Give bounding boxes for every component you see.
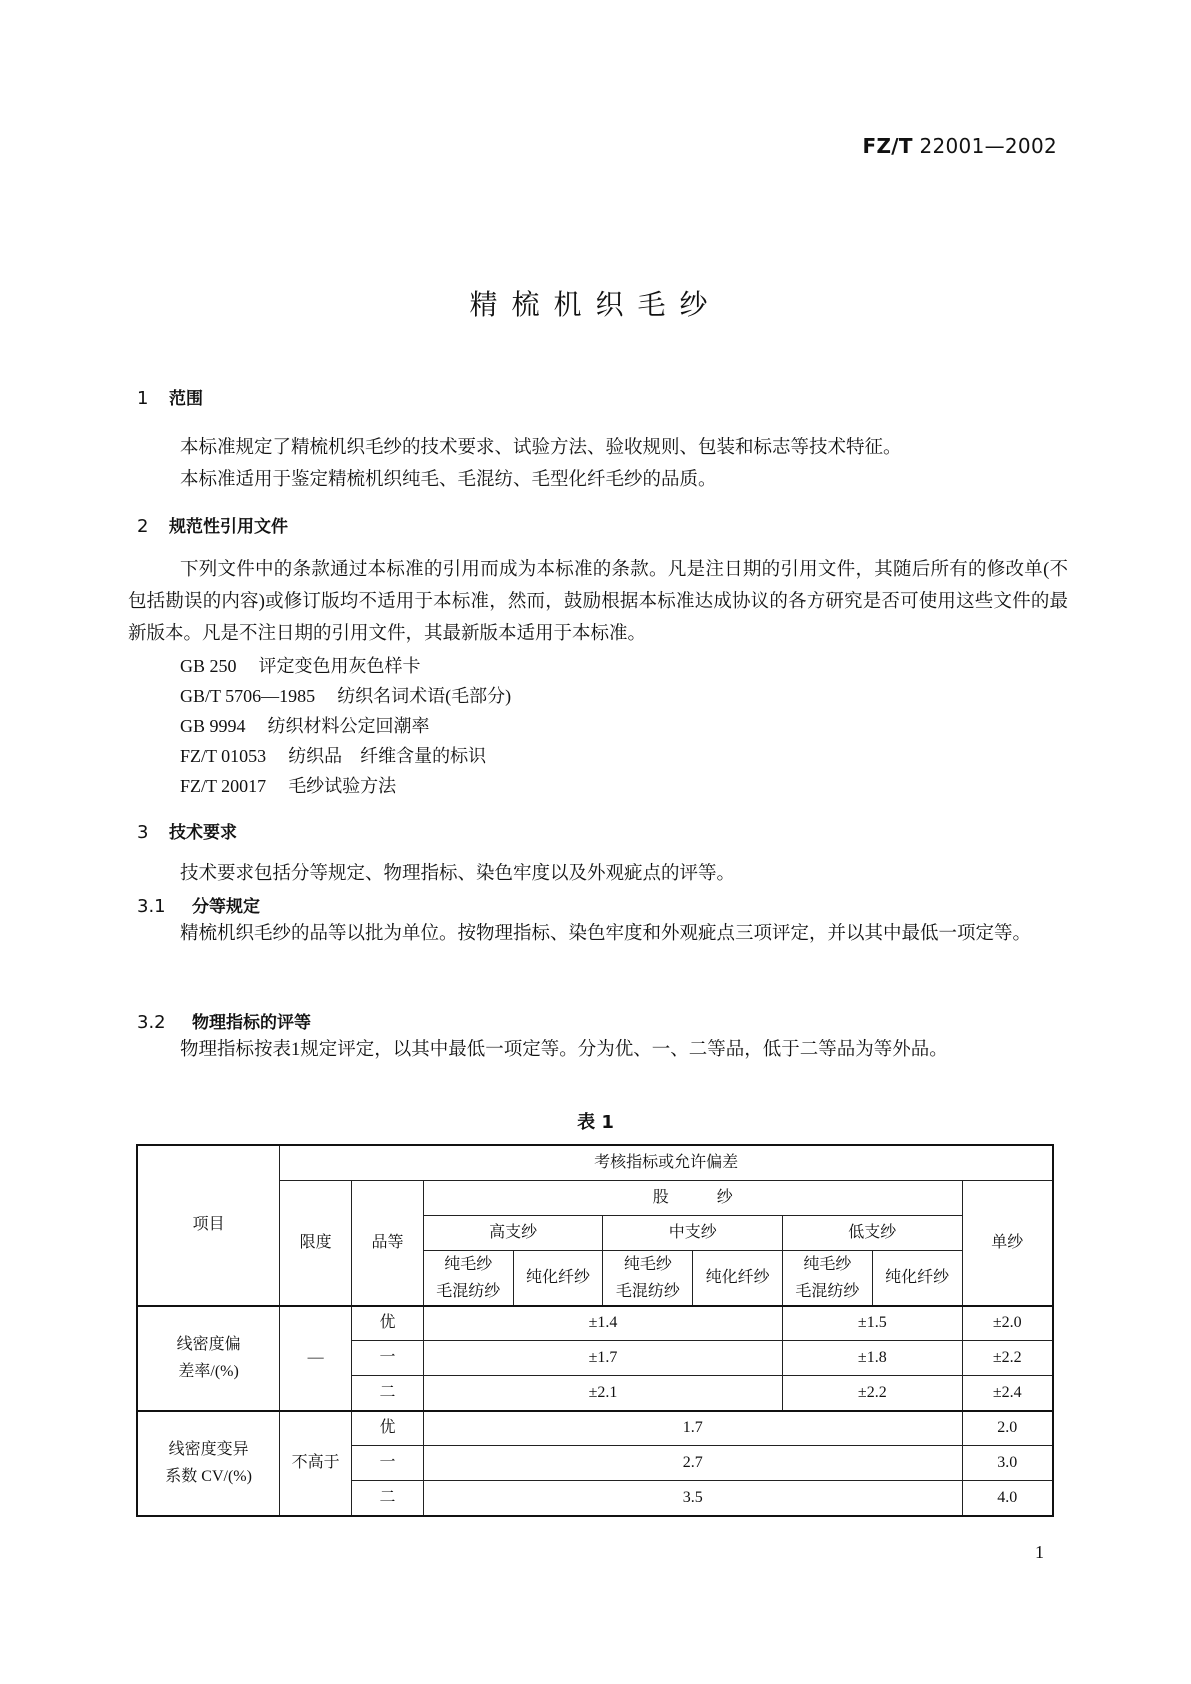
header-item: 项目 — [137, 1145, 280, 1306]
reference-code: FZ/T 20017 — [180, 776, 267, 796]
value-cell: 2.0 — [962, 1411, 1053, 1446]
header-index: 考核指标或允许偏差 — [280, 1145, 1053, 1180]
section-number: 3.1 — [137, 896, 166, 917]
section-title: 技术要求 — [169, 823, 237, 843]
header-grade: 品等 — [352, 1180, 424, 1306]
page-number: 1 — [1035, 1542, 1044, 1562]
value-cell: ±2.4 — [962, 1376, 1053, 1411]
reference-item — [180, 742, 486, 768]
header-pure-chem: 纯化纤纱 — [872, 1250, 962, 1306]
standard-code-number: 22001—2002 — [919, 134, 1057, 158]
value-cell: 4.0 — [962, 1481, 1053, 1516]
section-number: 3.2 — [137, 1012, 166, 1033]
value-cell: ±2.0 — [962, 1306, 1053, 1341]
paragraph: 本标准适用于鉴定精梳机织纯毛、毛混纺、毛型化纤毛纱的品质。 — [180, 470, 717, 490]
header-low-count: 低支纱 — [783, 1215, 963, 1250]
section-title: 分等规定 — [192, 897, 260, 917]
section-1-heading — [137, 384, 203, 409]
reference-name: 纺织材料公定回潮率 — [267, 716, 430, 736]
value-cell: 3.5 — [423, 1481, 962, 1516]
grade-cell: 二 — [352, 1376, 424, 1411]
section-3-2-heading — [137, 1008, 311, 1033]
reference-item — [180, 712, 430, 738]
standard-code — [862, 134, 1057, 158]
value-cell: ±2.1 — [423, 1376, 782, 1411]
reference-name: 毛纱试验方法 — [288, 776, 397, 796]
section-title: 物理指标的评等 — [192, 1013, 311, 1033]
value-cell: ±1.8 — [783, 1341, 963, 1376]
section-number: 3 — [137, 822, 149, 843]
grade-cell: 一 — [352, 1341, 424, 1376]
value-cell: ±1.4 — [423, 1306, 782, 1341]
grade-cell: 优 — [352, 1306, 424, 1341]
section-title: 规范性引用文件 — [169, 517, 288, 537]
reference-name: 评定变色用灰色样卡 — [258, 656, 421, 676]
value-cell: ±2.2 — [783, 1376, 963, 1411]
grade-cell: 一 — [352, 1446, 424, 1481]
physical-index-table — [136, 1144, 1054, 1517]
header-pure-chem: 纯化纤纱 — [693, 1250, 783, 1306]
document-title: 精梳机织毛纱 — [469, 288, 722, 321]
value-cell: 1.7 — [423, 1411, 962, 1446]
header-pure-chem: 纯化纤纱 — [513, 1250, 603, 1306]
header-limit: 限度 — [280, 1180, 352, 1306]
row-item-density-cv: 线密度变异 系数 CV/(%) — [137, 1411, 280, 1516]
section-2-heading — [137, 512, 288, 537]
paragraph: 本标准规定了精梳机织毛纱的技术要求、试验方法、验收规则、包装和标志等技术特征。 — [180, 438, 902, 458]
header-mid-count: 中支纱 — [603, 1215, 783, 1250]
reference-item — [180, 652, 421, 678]
reference-code: FZ/T 01053 — [180, 746, 267, 766]
row-item-density-deviation: 线密度偏 差率/(%) — [137, 1306, 280, 1411]
reference-code: GB/T 5706—1985 — [180, 686, 316, 706]
reference-code: GB 250 — [180, 656, 237, 676]
section-number: 1 — [137, 388, 149, 409]
value-cell: ±1.7 — [423, 1341, 782, 1376]
value-cell: 3.0 — [962, 1446, 1053, 1481]
reference-item — [180, 772, 396, 798]
value-cell: 2.7 — [423, 1446, 962, 1481]
reference-name: 纺织品 纤维含量的标识 — [288, 746, 487, 766]
reference-item — [180, 682, 511, 708]
paragraph: 物理指标按表1规定评定，以其中最低一项定等。分为优、一、二等品，低于二等品为等外品。 — [180, 1040, 948, 1060]
grade-cell: 二 — [352, 1481, 424, 1516]
header-pure-wool: 纯毛纱 毛混纺纱 — [603, 1250, 693, 1306]
reference-code: GB 9994 — [180, 716, 246, 736]
paragraph: 下列文件中的条款通过本标准的引用而成为本标准的条款。凡是注日期的引用文件，其随后所有的修改单(不包括勘误的内容)或修订版均不适用于本标准，然而，鼓励根据本标准达成协议的各方研究是否可使用这些文件的最新版本。凡是不注日期的引用文件，其最新版本适用于本标准。 — [128, 560, 1068, 644]
reference-name: 纺织名词术语(毛部分) — [337, 686, 512, 706]
header-pure-wool: 纯毛纱 毛混纺纱 — [423, 1250, 513, 1306]
table-caption: 表 1 — [577, 1112, 614, 1133]
header-single-yarn: 单纱 — [962, 1180, 1053, 1306]
paragraph: 技术要求包括分等规定、物理指标、染色牢度以及外观疵点的评等。 — [180, 864, 736, 884]
paragraph: 精梳机织毛纱的品等以批为单位。按物理指标、染色牢度和外观疵点三项评定，并以其中最低一项定等。 — [180, 924, 1032, 944]
row-limit: — — [280, 1306, 352, 1411]
header-ply-yarn: 股 纱 — [423, 1180, 962, 1215]
value-cell: ±1.5 — [783, 1306, 963, 1341]
table-row — [137, 1411, 1053, 1446]
header-pure-wool: 纯毛纱 毛混纺纱 — [783, 1250, 873, 1306]
row-limit: 不高于 — [280, 1411, 352, 1516]
value-cell: ±2.2 — [962, 1341, 1053, 1376]
header-high-count: 高支纱 — [423, 1215, 603, 1250]
table-row — [137, 1306, 1053, 1341]
section-3-heading — [137, 818, 237, 843]
section-number: 2 — [137, 516, 149, 537]
section-title: 范围 — [169, 389, 203, 409]
grade-cell: 优 — [352, 1411, 424, 1446]
standard-code-prefix: FZ/T — [862, 134, 913, 158]
section-3-1-heading — [137, 892, 260, 917]
